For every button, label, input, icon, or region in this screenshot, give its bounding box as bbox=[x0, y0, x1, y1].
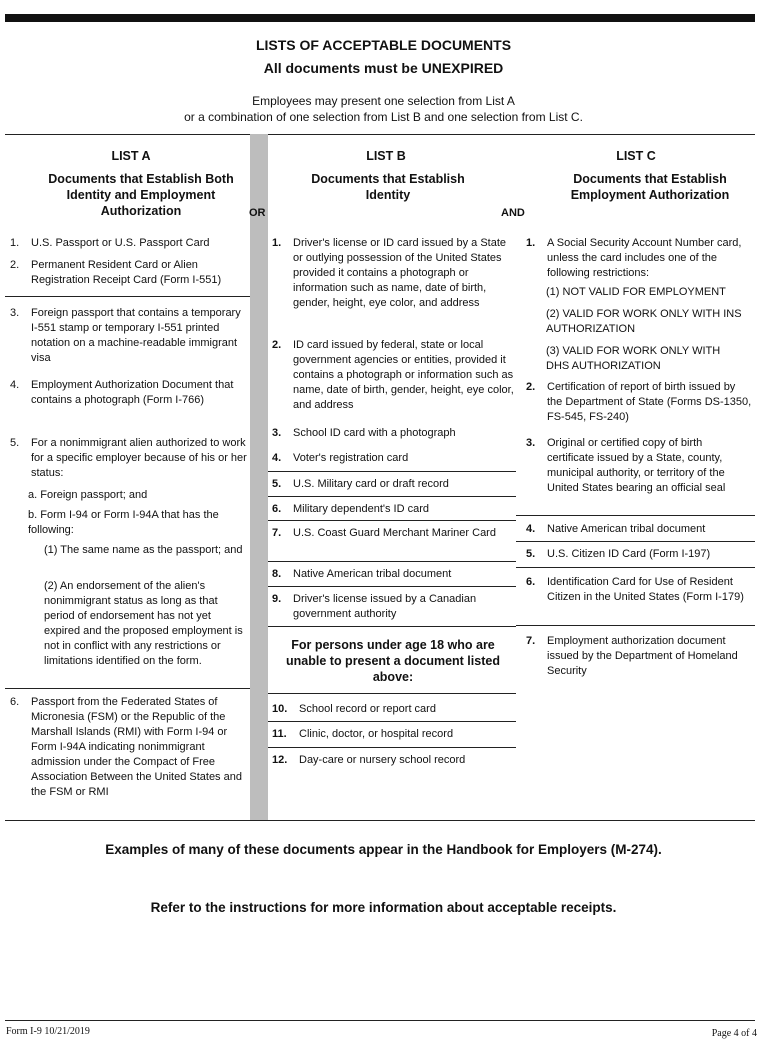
list-c-item: 7. Employment authorization document issued by the Department of Homeland Security bbox=[526, 635, 738, 677]
list-c-item: 1. A Social Security Account Number card, unless the card includes one of the following restrictions: bbox=[526, 237, 742, 279]
list-c-restriction-3: (3) VALID FOR WORK ONLY WITH DHS AUTHORIZATION bbox=[546, 345, 721, 372]
list-a-item5-a: a. Foreign passport; and bbox=[28, 489, 148, 501]
divider bbox=[516, 625, 755, 626]
list-a-item: 6. Passport from the Federated States of Micronesia (FSM) or the Republic of the Marshall Islands (RMI) with Form I-94 or Form I-94A indicating nonimmigrant admission under the Compact of Free Association Between the United States and the FSM or RMI bbox=[10, 696, 242, 798]
list-b-item: 8. Native American tribal document bbox=[272, 568, 452, 580]
page-title: LISTS OF ACCEPTABLE DOCUMENTS bbox=[255, 37, 512, 53]
list-b-item: 5. U.S. Military card or draft record bbox=[272, 478, 449, 490]
top-rule bbox=[5, 14, 755, 22]
divider bbox=[268, 496, 516, 497]
list-a-label: LIST A bbox=[111, 149, 151, 163]
list-c-item: 3. Original or certified copy of birth certificate issued by a State, county, municipal authority, or territory of the United States bearing an official seal bbox=[526, 437, 726, 494]
or-conjunction: OR bbox=[249, 207, 266, 219]
intro-line-1: Employees may present one selection from List A bbox=[252, 94, 515, 108]
divider bbox=[268, 693, 516, 694]
list-b-item: 3. School ID card with a photograph bbox=[272, 427, 456, 439]
list-a-item5-b1: (1) The same name as the passport; and bbox=[44, 544, 243, 556]
form-id: Form I-9 10/21/2019 bbox=[6, 1026, 90, 1037]
divider bbox=[268, 586, 516, 587]
divider bbox=[5, 688, 250, 689]
list-b-item: 1. Driver's license or ID card issued by a State or outlying possession of the United States provided it contains a photograph or information such as name, date of birth, gender, height, eye color, and address bbox=[272, 237, 507, 309]
divider bbox=[268, 626, 516, 627]
intro-line-2: or a combination of one selection from List B and one selection from List C. bbox=[184, 110, 583, 124]
receipts-note: Refer to the instructions for more information about acceptable receipts. bbox=[150, 900, 617, 915]
list-a-item: 2. Permanent Resident Card or Alien Registration Receipt Card (Form I-551) bbox=[10, 259, 222, 286]
divider bbox=[5, 296, 250, 297]
page-subtitle: All documents must be UNEXPIRED bbox=[263, 60, 504, 76]
list-b-item: 4. Voter's registration card bbox=[272, 452, 409, 464]
page-number: Page 4 of 4 bbox=[711, 1028, 757, 1039]
list-c-item: 2. Certification of report of birth issued by the Department of State (Forms DS-1350, FS-545, FS-240) bbox=[526, 381, 752, 423]
divider bbox=[268, 520, 516, 521]
and-conjunction: AND bbox=[501, 207, 525, 219]
table-top-rule bbox=[5, 134, 755, 135]
under-18-heading: For persons under age 18 who are unable to present a document listed above: bbox=[286, 638, 500, 684]
divider bbox=[268, 561, 516, 562]
list-c-item: 4. Native American tribal document bbox=[526, 523, 706, 535]
divider bbox=[268, 471, 516, 472]
list-c-heading: Documents that Establish Employment Authorization bbox=[570, 172, 730, 202]
divider bbox=[516, 567, 755, 568]
list-a-item: 3. Foreign passport that contains a temporary I-551 stamp or temporary I-551 printed notation on a machine-readable immigrant visa bbox=[10, 307, 241, 364]
footer-rule bbox=[5, 1020, 755, 1021]
list-b-item: 2. ID card issued by federal, state or local government agencies or entities, provided it contains a photograph or information such as name, date of birth, gender, height, eye color, and address bbox=[272, 339, 514, 411]
list-b-label: LIST B bbox=[366, 149, 406, 163]
list-a-b-divider bbox=[250, 134, 268, 820]
list-a-item5-b2: (2) An endorsement of the alien's nonimmigrant status as long as that period of endorsement has not yet expired and the proposed employment is not in conflict with any restrictions or limitations identified on the form. bbox=[44, 580, 243, 667]
list-a-item: 5. For a nonimmigrant alien authorized to work for a specific employer because of his or her status: bbox=[10, 437, 247, 479]
list-c-item: 5. U.S. Citizen ID Card (Form I-197) bbox=[526, 548, 711, 560]
list-b-item: 10. School record or report card bbox=[272, 703, 436, 715]
list-a-item: 1. U.S. Passport or U.S. Passport Card bbox=[10, 237, 210, 249]
list-b-item: 7. U.S. Coast Guard Merchant Mariner Card bbox=[272, 527, 496, 539]
handbook-note: Examples of many of these documents appear in the Handbook for Employers (M-274). bbox=[105, 842, 662, 857]
divider bbox=[268, 721, 516, 722]
intro-text bbox=[0, 93, 767, 125]
list-a-item: 4. Employment Authorization Document that contains a photograph (Form I-766) bbox=[10, 379, 234, 406]
list-b-item: 6. Military dependent's ID card bbox=[272, 503, 429, 515]
list-a-item5-b: b. Form I-94 or Form I-94A that has the following: bbox=[28, 509, 219, 536]
list-b-heading: Documents that Establish Identity bbox=[311, 172, 465, 202]
divider bbox=[516, 541, 755, 542]
list-b-item: 12. Day-care or nursery school record bbox=[272, 754, 466, 766]
table-bottom-rule bbox=[5, 820, 755, 821]
list-b-item: 9. Driver's license issued by a Canadian government authority bbox=[272, 593, 477, 620]
divider bbox=[268, 747, 516, 748]
list-c-label: LIST C bbox=[616, 149, 656, 163]
list-b-item: 11. Clinic, doctor, or hospital record bbox=[272, 728, 454, 740]
list-c-restriction-1: (1) NOT VALID FOR EMPLOYMENT bbox=[546, 286, 726, 298]
divider bbox=[516, 515, 755, 516]
list-c-restriction-2: (2) VALID FOR WORK ONLY WITH INS AUTHORIZATION bbox=[546, 308, 742, 335]
list-a-heading: Documents that Establish Both Identity and Employment Authorization bbox=[48, 172, 234, 218]
list-c-item: 6. Identification Card for Use of Resident Citizen in the United States (Form I-179) bbox=[526, 576, 744, 603]
